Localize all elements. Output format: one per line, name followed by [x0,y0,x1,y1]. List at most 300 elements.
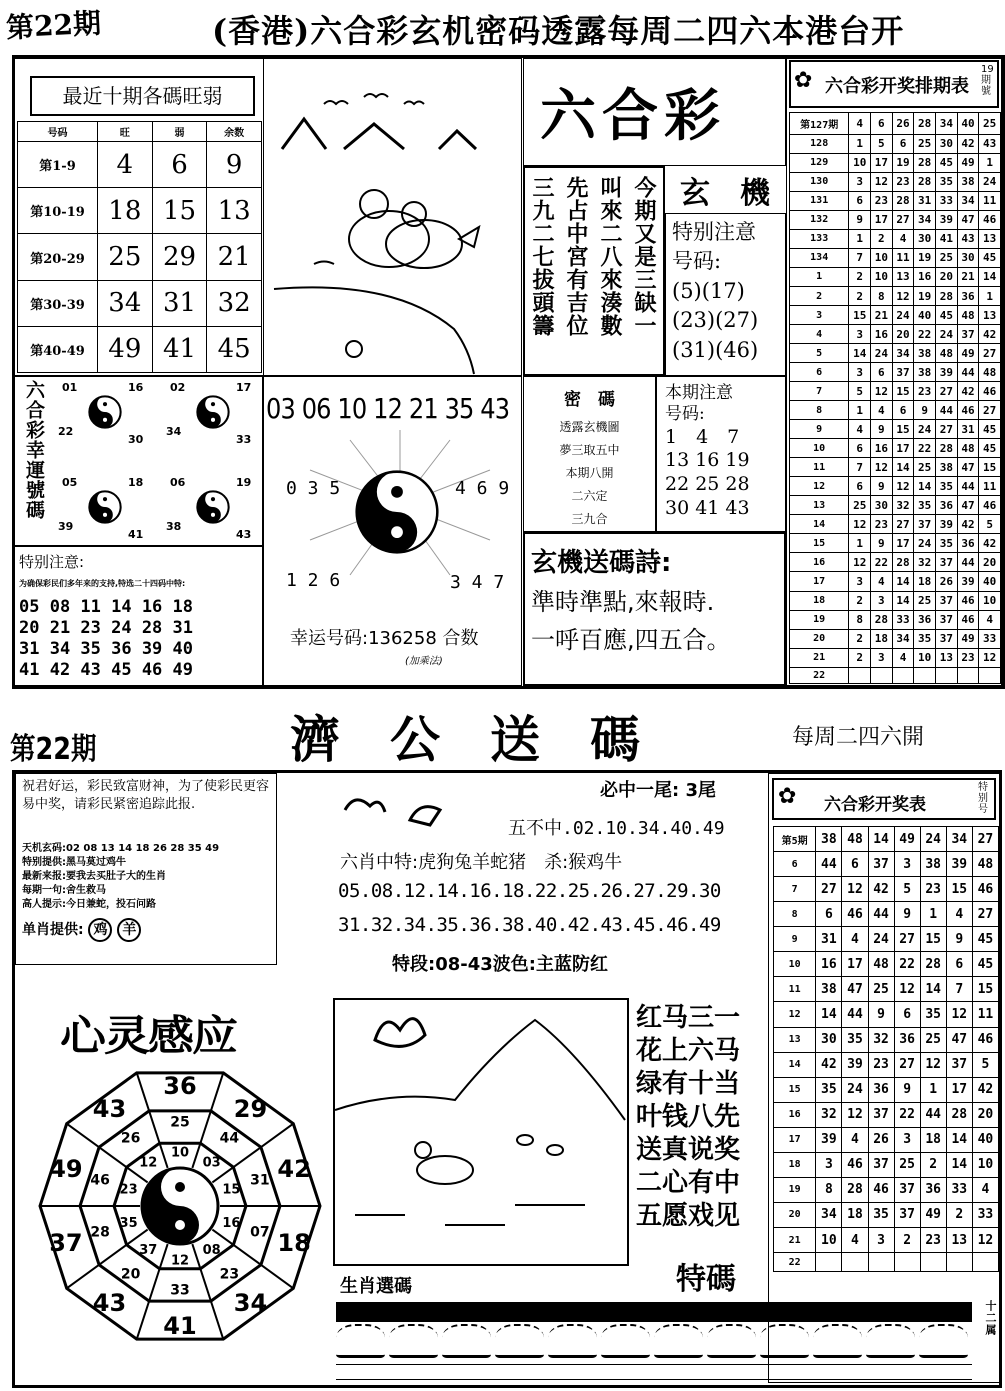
bagua-number: 23 [119,1182,138,1198]
special-attention-note: 为确保彩民们多年来的支持,特选二十四码中特: [19,579,186,588]
mima-line: 本期八開 [565,466,614,480]
special-attention-row: 20 21 23 24 28 31 [19,618,193,638]
special-note-line: (31)(46) [672,337,759,362]
number-cell: 31 [816,927,842,952]
center-lucky-note: (加乘法) [405,656,443,667]
number-cell: 24 [871,344,893,363]
number-cell: 47 [946,1027,972,1052]
number-cell: 43 [957,229,979,248]
number-cell: 5 [871,134,893,153]
number-cell: 9 [849,210,871,229]
number-cell: 25 [868,977,894,1002]
number-cell: 46 [972,1027,998,1052]
blessing-panel [15,773,277,965]
number-cell: 3 [894,1127,920,1152]
number-cell: 37 [868,852,894,877]
bagua-number: 12 [170,1253,190,1269]
number-cell: 35 [920,1002,946,1027]
number-cell: 48 [957,306,979,325]
number-cell: 28 [936,287,958,306]
verse2-line: 二心有中 [636,1168,741,1198]
history2-table [773,826,999,1272]
number-cell: 3 [849,172,871,191]
history-row [774,1102,999,1127]
this-issue-title: 本期注意 [665,383,733,403]
special-note-title: 特别注意 [672,220,756,244]
number-cell: 23 [868,1052,894,1077]
issue-cell: 22 [790,667,849,683]
bagua-number: 15 [222,1182,241,1198]
issue-cell: 6 [790,363,849,382]
number-cell: 20 [892,325,914,344]
number-cell: 32 [816,1102,842,1127]
bagua-yin-yang-icon [142,1168,218,1244]
zodiac-animal-icon [654,1324,703,1358]
blessing-row: 天机玄码:02 08 13 14 18 26 28 35 49 [22,843,220,854]
issue-cell: 第5期 [774,827,816,852]
tips-five-not: 五不中.02.10.34.40.49 [508,818,725,839]
history-row [774,952,999,977]
issue-cell: 11 [790,458,849,477]
number-cell: 37 [892,363,914,382]
number-cell: 44 [957,553,979,572]
number-cell [972,1253,998,1272]
issue-cell: 9 [790,420,849,439]
number-cell: 3 [868,1228,894,1253]
number-cell: 14 [892,458,914,477]
number-cell: 6 [892,134,914,153]
number-cell: 28 [946,1102,972,1127]
number-cell: 10 [871,267,893,286]
lucky-number: 01 [62,381,78,394]
number-cell: 46 [868,1177,894,1202]
number-cell: 12 [842,877,868,902]
number-cell: 1 [849,229,871,248]
number-cell: 25 [894,1152,920,1177]
number-cell: 28 [842,1177,868,1202]
number-cell: 34 [946,827,972,852]
issue-cell: 8 [774,902,816,927]
zodiac-animal-icon [389,1324,438,1358]
number-cell: 1 [979,153,1001,172]
center-right-digits: 4 6 9 [455,478,510,499]
number-cell: 48 [957,439,979,458]
history-row [774,852,999,877]
special-note-label: 号码: [672,249,722,274]
number-cell: 17 [871,153,893,172]
number-cell: 44 [816,852,842,877]
number-cell: 30 [957,248,979,267]
number-cell: 45 [979,420,1001,439]
recent-row: 第20-29 25 29 21 [18,234,262,280]
number-cell: 5 [849,382,871,401]
number-cell: 12 [849,553,871,572]
history2-logo-icon: ✿ [778,784,797,809]
number-cell: 47 [842,977,868,1002]
bagua-number: 10 [170,1145,190,1161]
issue-cell: 134 [790,248,849,267]
lucky-number: 02 [170,381,186,394]
number-cell: 34 [892,629,914,648]
issue-cell: 9 [774,927,816,952]
number-cell: 34 [816,1202,842,1227]
number-cell: 49 [957,344,979,363]
history2-header [772,778,996,820]
number-cell: 27 [972,902,998,927]
heart-title: 心灵感应 [60,1011,236,1060]
bagua-number: 42 [277,1154,311,1183]
number-cell: 6 [849,477,871,496]
number-cell: 47 [957,458,979,477]
number-cell: 32 [868,1027,894,1052]
center-bottom-right-digits: 3 4 7 [450,572,505,593]
bagua-number: 08 [202,1243,221,1258]
history-row [790,306,1001,325]
special-attention-row: 05 08 11 14 16 18 [19,597,193,617]
recent-table: 号码 旺 弱 余数 第1-9 4 6 9 第10-19 18 15 13 第20-29 25 29 21 第30-39 34 31 32 第40-49 49 41 45 [17,121,262,373]
center-bottom-left-digits: 1 2 6 [286,570,341,591]
number-cell: 18 [871,629,893,648]
bagua-number: 29 [233,1094,268,1123]
lucky-number: 41 [128,528,144,541]
recent-row: 第1-9 4 6 9 [18,142,262,188]
number-cell: 45 [979,439,1001,458]
issue-cell: 3 [790,306,849,325]
issue-cell: 11 [774,977,816,1002]
history-side: 19期號 [981,64,994,97]
this-issue-label: 号码: [665,404,705,425]
issue-cell: 7 [774,877,816,902]
number-cell: 2 [871,229,893,248]
history-row [790,477,1001,496]
history-row [790,153,1001,172]
verse-col: 三九二七拔頭籌 [529,176,554,337]
bagua-spoke [192,1244,223,1339]
issue-cell: 10 [790,439,849,458]
number-cell: 39 [936,210,958,229]
history-row [790,534,1001,553]
zodiac-animal-icon [442,1324,491,1358]
number-cell: 47 [957,210,979,229]
number-cell: 38 [957,172,979,191]
number-cell: 3 [894,852,920,877]
verse2-line: 绿有十当 [636,1069,741,1099]
number-cell: 6 [894,1002,920,1027]
number-cell: 23 [871,191,893,210]
number-cell: 42 [979,534,1001,553]
bagua-number: 43 [92,1289,127,1318]
history-row [774,1202,999,1227]
history-row [774,1077,999,1102]
bird-landscape-illustration [264,59,521,375]
tips-line1: 05.08.12.14.16.18.22.25.26.27.29.30 [338,880,721,902]
yin-yang-ball-icon [196,395,230,429]
history-row [790,363,1001,382]
number-cell: 14 [849,344,871,363]
number-cell: 6 [849,191,871,210]
bagua-number: 37 [49,1229,83,1258]
zodiac-animal-icon [919,1324,968,1358]
zodiac-animal-icon [866,1324,915,1358]
issue-cell: 132 [790,210,849,229]
number-cell: 39 [936,363,958,382]
lucky-number: 38 [166,520,182,533]
this-issue-panel [656,376,786,532]
number-cell: 39 [957,572,979,591]
issue-cell: 128 [790,134,849,153]
number-cell: 21 [871,306,893,325]
number-cell: 12 [946,1002,972,1027]
number-cell: 37 [868,1152,894,1177]
number-cell: 10 [914,648,936,667]
number-cell: 27 [979,344,1001,363]
number-cell: 45 [979,248,1001,267]
history-row [790,420,1001,439]
issue-cell: 129 [790,153,849,172]
history-row [774,1253,999,1272]
number-cell: 2 [849,648,871,667]
bagua-number: 20 [120,1266,141,1283]
number-cell: 46 [979,210,1001,229]
number-cell: 12 [972,1228,998,1253]
history-row [774,977,999,1002]
history-row [790,229,1001,248]
issue-cell: 18 [790,591,849,610]
number-cell: 4 [979,610,1001,629]
history-title: 六合彩开奖排期表 [825,76,969,97]
history-row [790,267,1001,286]
number-cell: 36 [868,1077,894,1102]
number-cell: 28 [914,172,936,191]
zodiac-animal-icon [760,1324,809,1358]
number-cell: 3 [871,648,893,667]
number-cell: 17 [842,952,868,977]
number-cell: 44 [936,401,958,420]
history-header [789,60,999,108]
number-cell: 18 [920,1127,946,1152]
number-cell: 39 [842,1052,868,1077]
issue-cell: 13 [790,496,849,515]
number-cell: 10 [972,1152,998,1177]
number-cell: 14 [892,591,914,610]
number-cell: 25 [920,1027,946,1052]
number-cell: 27 [936,420,958,439]
issue-cell: 16 [774,1102,816,1127]
history2-side: 特别号 [978,782,988,815]
issue-cell: 20 [790,629,849,648]
number-cell: 44 [842,1002,868,1027]
recent-title: 最近十期各碼旺弱 [30,76,255,116]
number-cell: 31 [914,191,936,210]
history-row [774,1052,999,1077]
issue-cell: 133 [790,229,849,248]
history-logo-icon: ✿ [794,68,813,93]
bagua-number: 33 [170,1282,190,1299]
number-cell: 30 [936,134,958,153]
number-cell: 38 [816,827,842,852]
recent-row: 第10-19 18 15 13 [18,188,262,234]
number-cell: 11 [979,191,1001,210]
issue-cell: 13 [774,1027,816,1052]
center-top-numbers: 03 06 10 12 21 35 43 [266,392,510,425]
number-cell: 13 [979,229,1001,248]
number-cell: 34 [892,344,914,363]
number-cell: 20 [972,1102,998,1127]
number-cell: 40 [979,572,1001,591]
zodiac-title: 生肖選碼 [340,1276,412,1297]
number-cell: 1 [849,134,871,153]
number-cell: 25 [914,134,936,153]
number-cell: 46 [979,382,1001,401]
verse2-line: 叶钱八先 [636,1102,741,1132]
number-cell: 33 [979,629,1001,648]
number-cell: 14 [920,977,946,1002]
blessing-row: 高人提示:今日兼蛇，投石问路 [22,899,156,910]
number-cell: 19 [914,287,936,306]
number-cell: 28 [871,610,893,629]
number-cell: 28 [914,113,936,135]
issue-cell: 19 [790,610,849,629]
this-issue-row: 30 41 43 [665,496,750,519]
number-cell: 5 [894,877,920,902]
number-cell: 35 [936,172,958,191]
number-cell: 2 [894,1228,920,1253]
issue-cell: 4 [790,325,849,344]
number-cell: 36 [957,534,979,553]
number-cell: 6 [816,902,842,927]
number-cell: 14 [946,1152,972,1177]
lucky-number: 30 [128,433,144,446]
verse2-line: 送真说奖 [636,1135,741,1165]
number-cell: 7 [849,458,871,477]
number-cell: 25 [914,591,936,610]
number-cell: 19 [892,153,914,172]
number-cell: 34 [957,191,979,210]
number-cell: 42 [957,515,979,534]
number-cell [914,667,936,683]
number-cell: 1 [849,401,871,420]
number-cell: 4 [842,927,868,952]
number-cell: 38 [816,977,842,1002]
poem-panel [523,532,786,686]
history-row [790,553,1001,572]
number-cell: 1 [920,1077,946,1102]
issue-cell: 15 [774,1077,816,1102]
issue-cell: 10 [774,952,816,977]
number-cell: 35 [914,496,936,515]
history-row [790,113,1001,135]
number-cell: 9 [871,420,893,439]
number-cell [816,1253,842,1272]
number-cell: 2 [849,591,871,610]
verse2-line: 五愿戏见 [636,1201,741,1231]
poem-line: 一呼百應,四五合。 [531,626,731,654]
number-cell: 12 [920,1052,946,1077]
number-cell: 36 [957,287,979,306]
history-row [790,172,1001,191]
number-cell: 17 [892,534,914,553]
history-table [789,112,1001,684]
number-cell: 27 [936,382,958,401]
mima-line: 透露玄機圖 [559,420,620,434]
number-cell: 48 [972,852,998,877]
bagua-number: 26 [120,1130,141,1147]
lucky-number: 33 [236,433,252,446]
number-cell: 4 [892,648,914,667]
number-cell: 5 [979,515,1001,534]
number-cell: 6 [871,113,893,135]
number-cell: 16 [816,952,842,977]
number-cell: 15 [946,877,972,902]
number-cell: 14 [868,827,894,852]
blessing-row: 最新来报:要我去买肚子大的生肖 [22,871,166,882]
history-row [774,1002,999,1027]
number-cell: 24 [920,827,946,852]
number-cell: 20 [936,267,958,286]
lucky-number: 22 [58,425,74,438]
number-cell: 4 [849,113,871,135]
single-zodiac-row: 单肖提供: 鸡 羊 [22,918,270,942]
number-cell: 37 [936,553,958,572]
number-cell: 9 [894,1077,920,1102]
number-cell: 33 [946,1177,972,1202]
number-cell: 10 [849,153,871,172]
number-cell: 3 [849,363,871,382]
brand-title: 六合彩 [540,84,726,149]
recent-row: 第40-49 49 41 45 [18,326,262,372]
number-cell: 14 [979,267,1001,286]
issue-cell: 12 [790,477,849,496]
center-left-digits: 0 3 5 [286,478,341,499]
history-row [774,1228,999,1253]
number-cell: 15 [849,306,871,325]
number-cell: 2 [849,267,871,286]
lucky-number: 43 [236,528,252,541]
history-row [790,515,1001,534]
this-issue-row: 1 4 7 [665,425,740,448]
number-cell: 36 [936,496,958,515]
number-cell: 22 [914,325,936,344]
number-cell: 27 [979,401,1001,420]
mima-panel [523,376,656,532]
number-cell: 13 [979,306,1001,325]
number-cell: 15 [979,458,1001,477]
number-cell: 41 [936,229,958,248]
bagua-number: 43 [92,1094,127,1123]
issue-cell: 130 [790,172,849,191]
number-cell: 45 [972,927,998,952]
number-cell: 9 [868,1002,894,1027]
number-cell: 35 [936,477,958,496]
zodiac-number-strip [336,1364,972,1380]
number-cell: 9 [871,477,893,496]
number-cell: 11 [979,477,1001,496]
blessing-text: 祝君好运，彩民致富财神，为了使彩民更容易中奖，请彩民紧密追踪此报. [22,779,270,812]
zodiac-strip [336,1324,972,1382]
number-cell: 16 [914,267,936,286]
number-cell: 27 [894,927,920,952]
number-cell [979,667,1001,683]
tips-last: 特段:08-43波色:主蓝防红 [392,954,608,975]
number-cell: 48 [936,344,958,363]
number-cell: 42 [979,325,1001,344]
bagua-number: 28 [90,1224,110,1241]
number-cell: 13 [892,267,914,286]
number-cell: 9 [914,401,936,420]
number-cell: 28 [920,952,946,977]
bagua-number: 31 [250,1172,270,1189]
number-cell: 46 [972,877,998,902]
